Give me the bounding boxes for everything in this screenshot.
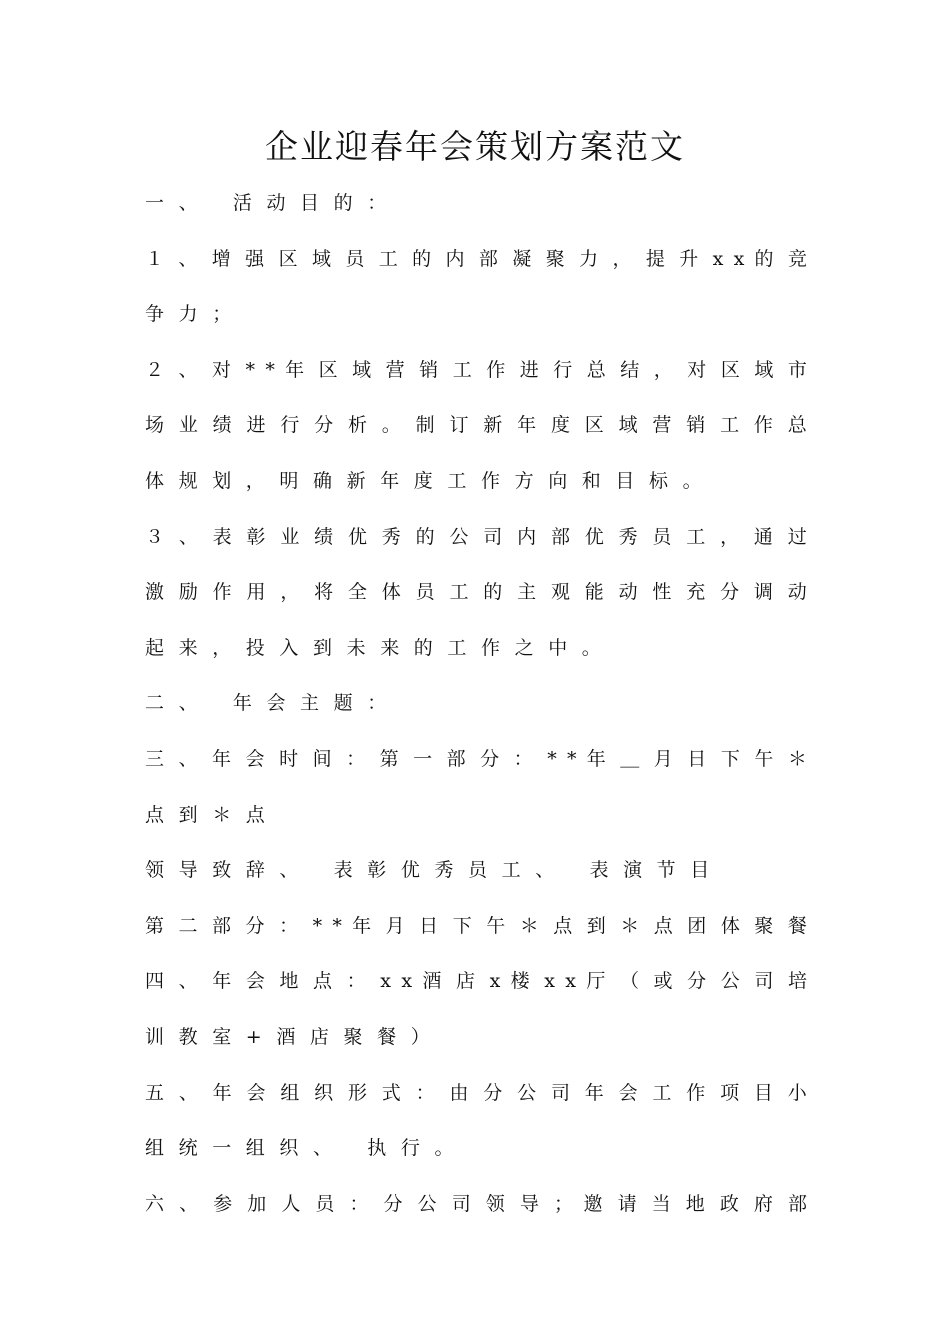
paragraph-line: 组统一组织、 执行。 xyxy=(145,1137,469,1160)
paragraph-line: 训教室+酒店聚餐） xyxy=(145,1025,445,1048)
paragraph-line: 二、 年会主题： xyxy=(145,692,401,715)
paragraph-line: 激 励 作 用 ， 将 全 体 员 工 的 主 观 能 动 性 充 分 调 动 xyxy=(145,581,807,604)
paragraph-line: 争力； xyxy=(145,303,246,326)
document-body xyxy=(145,176,807,1232)
paragraph-line: 点到＊点 xyxy=(145,803,280,826)
paragraph-line: 体规划，明确新年度工作方向和目标。 xyxy=(145,469,717,492)
document-title: 企业迎春年会策划方案范文 xyxy=(265,127,685,166)
paragraph-line: 五 、 年 会 组 织 形 式 ： 由 分 公 司 年 会 工 作 项 目 小 xyxy=(145,1081,807,1104)
paragraph-line: 起来，投入到未来的工作之中。 xyxy=(145,636,616,659)
paragraph-line: 领导致辞、 表彰优秀员工、 表演节目 xyxy=(145,859,724,882)
paragraph-line: 六 、 参 加 人 员 ： 分 公 司 领 导 ； 邀 请 当 地 政 府 部 xyxy=(145,1192,807,1215)
paragraph-line: 场 业 绩 进 行 分 析 。 制 订 新 年 度 区 域 营 销 工 作 总 xyxy=(145,414,807,437)
paragraph-line: 四 、 年 会 地 点 ： x x 酒 店 x 楼 x x 厅 （ 或 分 公 司 培 xyxy=(145,970,807,993)
paragraph-line: １ 、 增 强 区 域 员 工 的 内 部 凝 聚 力 ， 提 升 x x 的 竞 xyxy=(145,247,807,270)
paragraph-line: 三 、 年 会 时 间 ： 第 一 部 分 ： * * 年 ＿ 月 日 下 午 ＊ xyxy=(145,747,807,770)
paragraph-line: 第 二 部 分 ： * * 年 月 日 下 午 ＊ 点 到 ＊ 点 团 体 聚 餐 xyxy=(145,914,807,937)
paragraph-line: ２ 、 对 * * 年 区 域 营 销 工 作 进 行 总 结 ， 对 区 域 市 xyxy=(145,358,807,381)
paragraph-line: ３ 、 表 彰 业 绩 优 秀 的 公 司 内 部 优 秀 员 工 ， 通 过 xyxy=(145,525,807,548)
paragraph-line: 一、 活动目的： xyxy=(145,192,401,214)
